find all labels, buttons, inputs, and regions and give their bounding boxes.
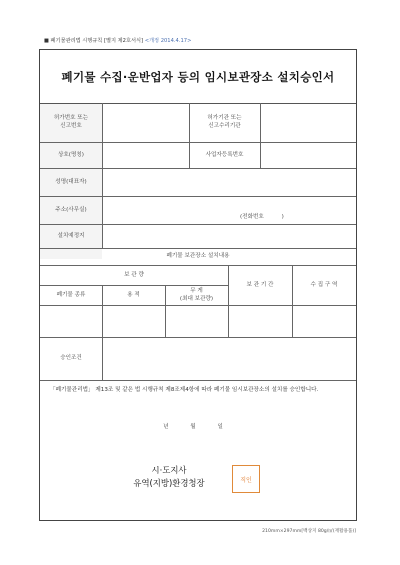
waste-type-field[interactable]	[40, 306, 102, 337]
approval-conditions-label: 승인조건	[60, 355, 82, 362]
permit-number-field[interactable]	[102, 104, 189, 142]
waste-type-header: 폐기물 종류	[56, 291, 86, 298]
trade-name-label: 상호(명칭)	[58, 151, 84, 158]
seal-text: 직인	[240, 476, 252, 484]
storage-period-header: 보 관 기 간	[246, 281, 274, 288]
form-reference-text: ■ 폐기물관리법 시행규칙 [별지 제2호서식]	[44, 38, 144, 44]
approval-statement: 「폐기물관리법」 제13조 및 같은 법 시행규칙 제8조제4항에 따라 폐기물 임시보관장소의 설치를 승인합니다.	[50, 387, 319, 393]
volume-header: 용 적	[127, 291, 140, 298]
permit-authority-field[interactable]	[260, 104, 356, 142]
volume-field[interactable]	[102, 306, 165, 337]
representative-label: 성명(대표자)	[55, 178, 87, 185]
permit-number-label: 허가번호 또는 신고번호	[53, 115, 89, 129]
phone-number-label: (전화번호 )	[240, 214, 284, 221]
approval-conditions-field[interactable]	[102, 338, 356, 380]
permit-authority-label: 허가기관 또는 신고수리기관	[207, 115, 242, 129]
issue-date: 년 월 일	[163, 424, 233, 430]
representative-field[interactable]	[102, 169, 356, 196]
section-title: 폐기물 보관장소 설치내용	[166, 253, 230, 260]
issuing-authority	[114, 464, 224, 491]
form-reference-note	[44, 37, 191, 44]
authority-environment-office: 유역(지방)환경청장	[133, 478, 205, 489]
trade-name-field[interactable]	[102, 143, 189, 168]
revision-note: <개정 2014.4.17>	[144, 38, 192, 44]
row-divider	[40, 380, 356, 381]
collection-area-header: 수 집 구 역	[310, 281, 338, 288]
storage-amount-header: 보 관 량	[124, 271, 144, 278]
form-title: 폐기물 수집·운반업자 등의 임시보관장소 설치승인서	[61, 69, 335, 84]
business-registration-field[interactable]	[260, 143, 356, 168]
paper-spec: 210mm×297mm[백상지 80g/㎡(재활용품)]	[262, 529, 356, 534]
weight-header: 무 게 (최대 보관량)	[179, 287, 214, 302]
form-title-box	[40, 50, 356, 104]
business-registration-label: 사업자등록번호	[205, 151, 244, 158]
official-seal	[232, 465, 260, 493]
installation-site-label: 설치예정지	[57, 232, 85, 239]
approval-form	[39, 49, 357, 521]
address-label: 주소(사무실)	[55, 206, 87, 213]
collection-area-field[interactable]	[292, 306, 356, 337]
authority-governor: 시·도지사	[151, 465, 187, 475]
installation-site-field[interactable]	[102, 225, 356, 248]
weight-field[interactable]	[165, 306, 228, 337]
storage-period-field[interactable]	[228, 306, 292, 337]
